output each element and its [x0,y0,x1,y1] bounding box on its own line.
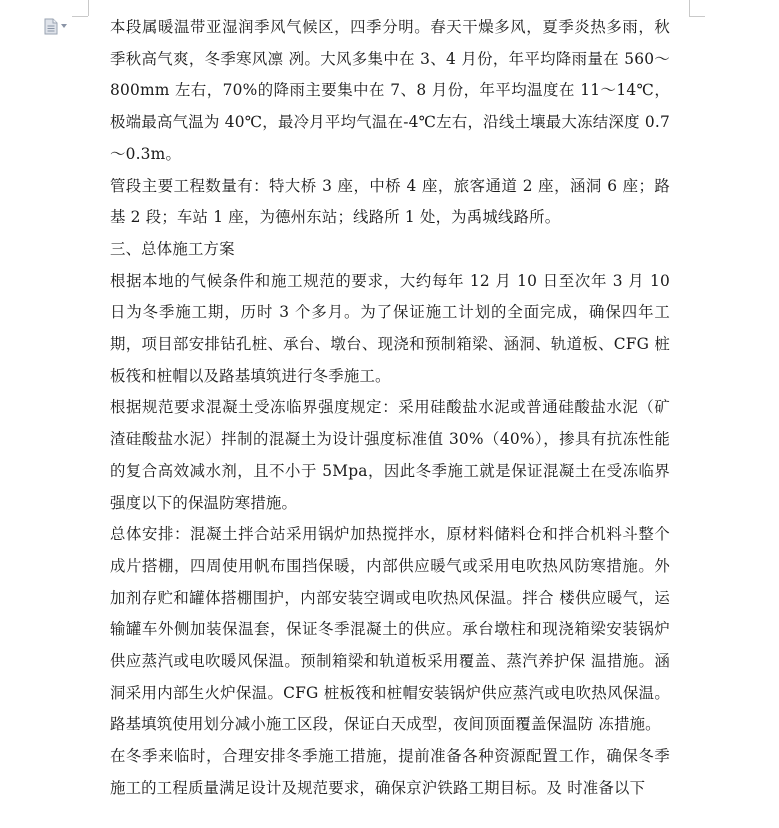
document-icon [44,18,58,35]
document-body [110,12,670,805]
page-options-button[interactable] [44,16,74,36]
paragraph-quantities: 管段主要工程数量有：特大桥 3 座，中桥 4 座，旅客通道 2 座，涵洞 6 座；路基 2 段；车站 1 座，为德州东站；线路所 1 处，为禹城线路所。 [110,176,670,227]
paragraph-winter-period: 根据本地的气候条件和施工规范的要求，大约每年 12 月 10 日至次年 3 月 10 日为冬季施工期，历时 3 个多月。为了保证施工计划的全面完成，确保四年工期，项目部安排钻孔桩、承台、墩台、现浇和预制箱梁、涵洞、轨道板、CFG 桩板筏和桩帽以及路基填筑进行冬季施工。 [110,271,670,385]
paragraph-general-arrangement: 总体安排：混凝土拌合站采用锅炉加热搅拌水，原材料储料仓和拌合机料斗整个成片搭棚，四周使用帆布围挡保暖，内部供应暖气或采用电吹热风防寒措施。外加剂存贮和罐体搭棚围护，内部安装空调或电吹热风保温。拌合 楼供应暖气，运输罐车外侧加装保温套，保证冬季混凝土的供应。承台墩柱和现浇箱梁安装锅炉供应蒸汽或电吹暖风保温。预制箱梁和轨道板采用覆盖、蒸汽养护保 温措施。涵洞采用内部生火炉保温。CFG 桩板筏和桩帽安装锅炉供应蒸汽或电吹热风保温。路基填筑使用划分减小施工区段，保证白天成型，夜间顶面覆盖保温防 冻措施。 [110,525,670,734]
margin-corner-mark-left [88,0,89,16]
paragraph-winter-prep: 在冬季来临时，合理安排冬季施工措施，提前准备各种资源配置工作，确保冬季施工的工程质量满足设计及规范要求，确保京沪铁路工期目标。及 时准备以下 [110,747,670,797]
margin-corner-mark-left-horizontal [72,16,88,17]
section-heading: 三、总体施工方案 [110,239,235,258]
chevron-down-icon [61,24,67,28]
margin-corner-mark-right-horizontal [689,16,705,17]
margin-corner-mark-right [689,0,690,16]
paragraph-climate: 本段属暖温带亚湿润季风气候区，四季分明。春天干燥多风，夏季炎热多雨，秋季秋高气爽，冬季寒风凛 冽。大风多集中在 3、4 月份，年平均降雨量在 560～800mm 左右，70%的降雨主要集中在 7、8 月份，年平均温度在 11～14℃，极端最高气温为 40℃，最冷月平均气温在-4℃左右，沿线土壤最大冻结深度 0.7～0.3m。 [110,18,670,163]
paragraph-concrete-spec: 根据规范要求混凝土受冻临界强度规定：采用硅酸盐水泥或普通硅酸盐水泥（矿渣硅酸盐水泥）拌制的混凝土为设计强度标准值 30%（40%），掺具有抗冻性能的复合高效减水剂，且不小于 5Mpa，因此冬季施工就是保证混凝土在受冻临界强度以下的保温防寒措施。 [110,398,670,512]
